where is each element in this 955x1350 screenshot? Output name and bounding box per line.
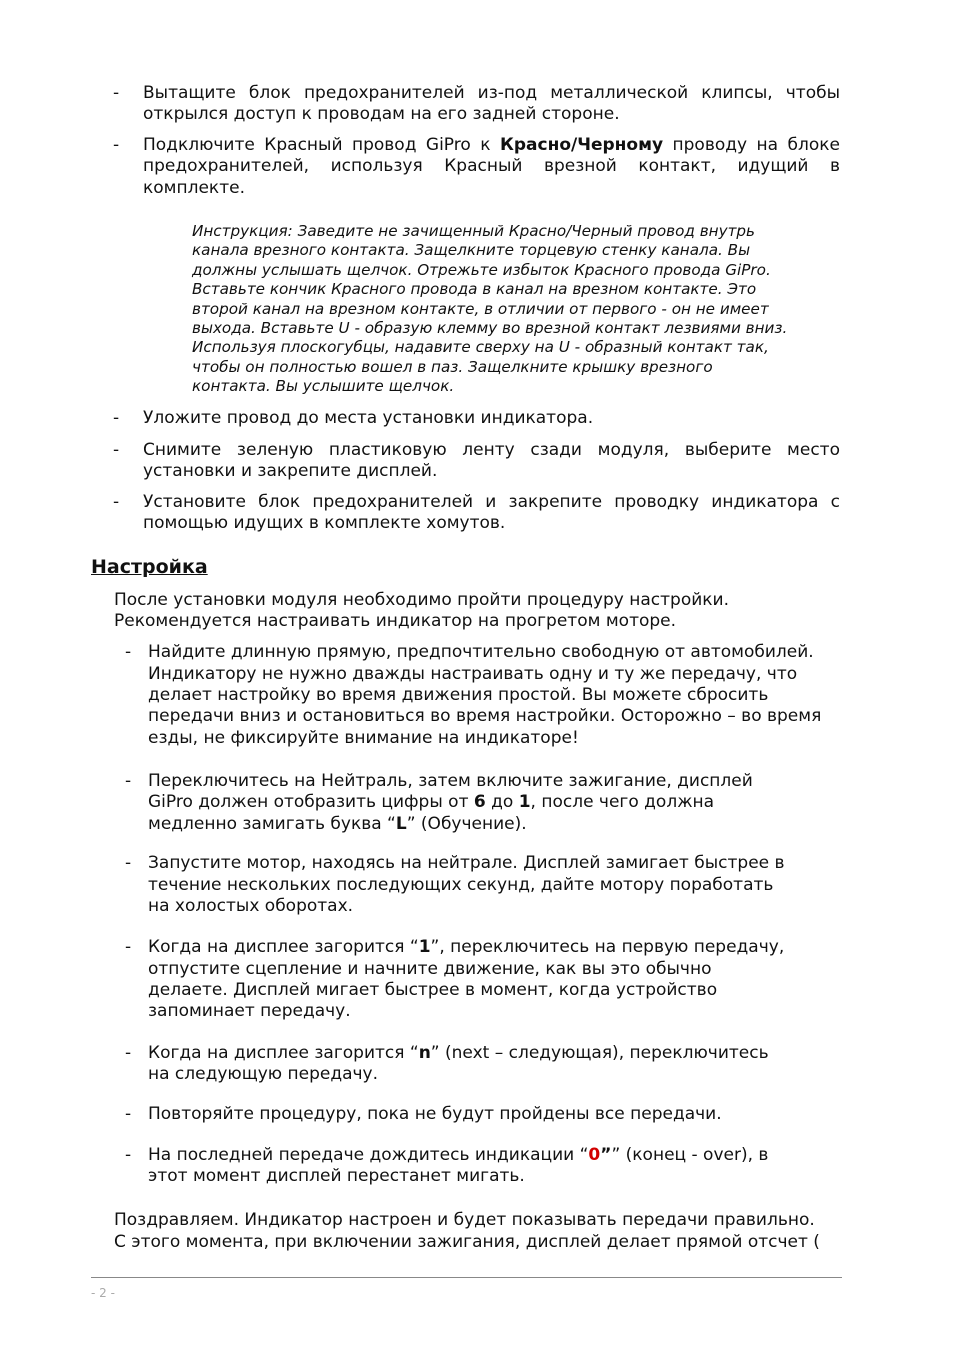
text-run: ”, переключитесь на первую передачу, (430, 937, 785, 957)
step-line: запоминает передачу. (148, 1001, 351, 1021)
bullet-dash: - (125, 853, 132, 873)
step-line: на следующую передачу. (148, 1064, 379, 1084)
bullet-line: установки и закрепите дисплей. (143, 461, 438, 481)
text-run: проводу на блоке (663, 135, 840, 155)
step-line: передачи вниз и остановиться во время настройки. Осторожно – во время (148, 706, 822, 726)
step-line: отпустите сцепление и начните движение, как вы это обычно (148, 959, 712, 979)
page-number: - 2 - (91, 1286, 115, 1300)
bullet-dash: - (125, 937, 132, 957)
step-line: делаете. Дисплей мигает быстрее в момент, когда устройство (148, 980, 718, 1000)
bullet-dash: - (125, 1043, 132, 1063)
step-line: Переключитесь на Нейтраль, затем включите зажигание, дисплей (148, 771, 753, 791)
outro-line: Поздравляем. Индикатор настроен и будет показывать передачи правильно. (114, 1210, 815, 1230)
bullet-line: открылся доступ к проводам на его задней стороне. (143, 104, 620, 124)
footer-divider (91, 1277, 842, 1278)
step-line (148, 814, 527, 836)
bullet-dash: - (125, 1104, 132, 1124)
bullet-line: Снимите зеленую пластиковую ленту сзади модуля, выберите место (143, 440, 840, 460)
bold-text: Красно/Черному (499, 135, 664, 155)
intro-line: Рекомендуется настраивать индикатор на прогретом моторе. (114, 611, 677, 631)
step-line: делает настройку во время движения простой. Вы можете сбросить (148, 685, 769, 705)
instruction-line: контакта. Вы услышите щелчок. (192, 377, 455, 396)
instruction-line: канала врезного контакта. Защелкните торцевую стенку канала. Вы (192, 241, 751, 260)
bullet-dash: - (113, 440, 120, 460)
bold-quote: ” (600, 1145, 612, 1165)
bullet-dash: - (113, 135, 120, 155)
text-run: GiPro должен отобразить цифры от (148, 792, 474, 812)
text-run: Подключите Красный провод GiPro к (143, 135, 500, 155)
bullet-dash: - (125, 1145, 132, 1165)
intro-line: После установки модуля необходимо пройти процедуру настройки. (114, 590, 729, 610)
step-line: езды, не фиксируйте внимание на индикаторе! (148, 728, 579, 748)
text-run: Когда на дисплее загорится “ (148, 937, 419, 957)
bullet-dash: - (113, 492, 120, 512)
step-line (148, 937, 784, 959)
step-line: Индикатору не нужно дважды настраивать одну и ту же передачу, что (148, 664, 798, 684)
step-line (148, 1145, 768, 1167)
outro-line: С этого момента, при включении зажигания, дисплей делает прямой отсчет ( (114, 1232, 820, 1252)
bold-text: 1 (418, 937, 431, 957)
text-run: ” (Обучение). (406, 814, 527, 834)
instruction-line: Инструкция: Заведите не зачищенный Красно/Черный провод внутрь (192, 222, 756, 240)
bullet-line: комплекте. (143, 178, 245, 198)
bullet-line: помощью идущих в комплекте хомутов. (143, 513, 506, 533)
bold-text: L (395, 814, 407, 834)
text-run: до (485, 792, 519, 812)
text-run: , после чего должна (530, 792, 715, 812)
text-run: ” (конец - over), в (611, 1145, 769, 1165)
section-title: Настройка (91, 556, 208, 578)
step-line (148, 1043, 769, 1065)
instruction-block (192, 222, 832, 397)
bold-text: 6 (473, 792, 486, 812)
instruction-line: Вставьте кончик Красного провода в канал на врезном контакте. Это (192, 280, 757, 299)
step-line (148, 792, 714, 814)
instruction-line: должны услышать щелчок. Отрежьте избыток Красного провода GiPro. (192, 260, 771, 279)
bullet-line: Вытащите блок предохранителей из-под металлической клипсы, чтобы (143, 83, 840, 103)
step-line: Найдите длинную прямую, предпочтительно свободную от автомобилей. (148, 642, 814, 662)
bullet-dash: - (113, 408, 120, 428)
step-line: на холостых оборотах. (148, 896, 354, 916)
step-line: этот момент дисплей перестанет мигать. (148, 1166, 525, 1186)
instruction-line: второй канал на врезном контакте, в отличии от первого - он не имеет (192, 299, 769, 318)
step-line: течение нескольких последующих секунд, дайте мотору поработать (148, 875, 774, 895)
step-line: Повторяйте процедуру, пока не будут пройдены все передачи. (148, 1104, 722, 1124)
bullet-dash: - (125, 642, 132, 662)
instruction-line: Используя плоскогубцы, надавите сверху на U - образный контакт так, (192, 338, 769, 357)
red-bold-text: 0 (588, 1145, 601, 1165)
bullet-line: Уложите провод до места установки индикатора. (143, 408, 594, 428)
bullet-dash: - (125, 771, 132, 791)
text-run: ” (next – следующая), переключитесь (430, 1043, 769, 1063)
bullet-dash: - (113, 83, 120, 103)
instruction-line: чтобы он полностью вошел в паз. Защелкните крышку врезного (192, 357, 713, 376)
bullet-line (143, 135, 840, 157)
bullet-line: Установите блок предохранителей и закрепите проводку индикатора с (143, 492, 840, 512)
step-line: Запустите мотор, находясь на нейтрале. Дисплей замигает быстрее в (148, 853, 785, 873)
text-run: медленно замигать буква “ (148, 814, 396, 834)
bold-text: 1 (518, 792, 531, 812)
bold-text: n (418, 1043, 431, 1063)
bullet-line: предохранителей, используя Красный врезной контакт, идущий в (143, 156, 840, 176)
text-run: Когда на дисплее загорится “ (148, 1043, 419, 1063)
text-run: На последней передаче дождитесь индикации “ (148, 1145, 589, 1165)
instruction-line: выхода. Вставьте U - образую клемму во врезной контакт лезвиями вниз. (192, 319, 788, 338)
